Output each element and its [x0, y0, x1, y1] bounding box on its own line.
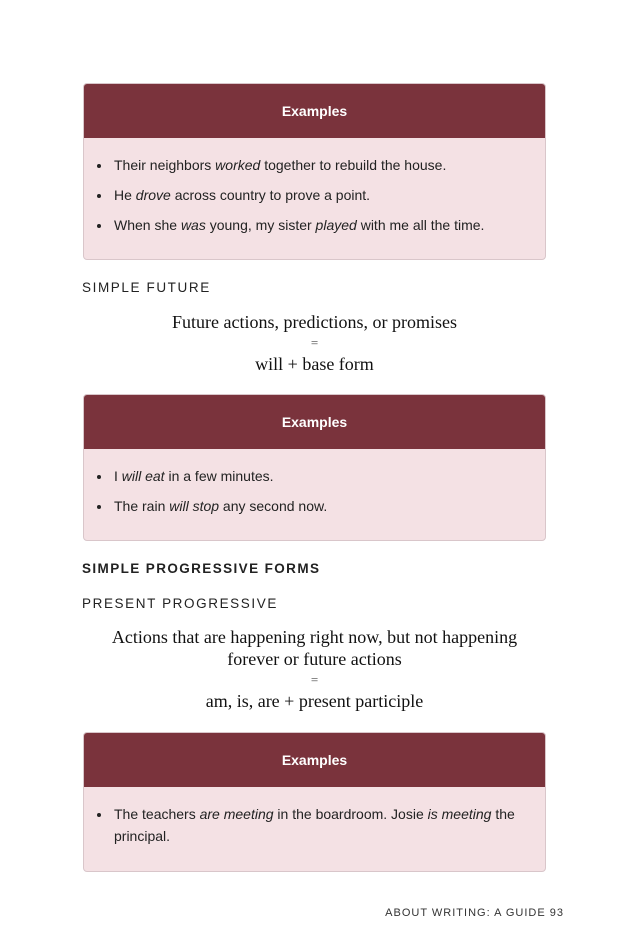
list-item: [112, 214, 525, 236]
examples-box-progressive: [83, 732, 546, 872]
simple-progressive-heading: SIMPLE PROGRESSIVE FORMS: [82, 561, 321, 576]
sentence-text: The teachers: [114, 806, 200, 822]
present-progressive-formula: [83, 626, 546, 712]
page-footer: ABOUT WRITING: A GUIDE 93: [385, 907, 564, 919]
italic-verb: was: [180, 217, 206, 233]
present-progressive-definition-1: Actions that are happening right now, but not happening: [111, 627, 518, 647]
sentence-text: I: [114, 468, 122, 484]
examples-box-past: [83, 83, 546, 260]
sentence-text: any second now.: [219, 498, 328, 514]
examples-box-title: Examples: [84, 733, 545, 787]
equals-sign: =: [310, 672, 319, 687]
sentence-text: across country to prove a point.: [170, 187, 371, 203]
simple-future-definition: Future actions, predictions, or promises: [172, 312, 457, 332]
examples-list: [84, 138, 545, 236]
examples-list: [84, 449, 545, 517]
present-progressive-structure: am, is, are + present participle: [205, 691, 424, 711]
italic-verb: will stop: [169, 498, 220, 514]
list-item: [112, 184, 525, 206]
sentence-text: He: [114, 187, 136, 203]
sentence-text: the principal.: [114, 806, 519, 844]
sentence-text: When she: [114, 217, 181, 233]
present-progressive-definition-2: forever or future actions: [227, 649, 402, 669]
equals-sign: =: [310, 335, 319, 350]
list-item: [112, 803, 525, 847]
italic-verb: will eat: [121, 468, 165, 484]
list-item: [112, 465, 525, 487]
present-progressive-heading: PRESENT PROGRESSIVE: [82, 596, 278, 611]
italic-verb: drove: [135, 187, 171, 203]
italic-verb: is meeting: [427, 806, 492, 822]
list-item: [112, 495, 525, 517]
simple-future-structure: will + base form: [255, 354, 374, 374]
sentence-text: in the boardroom. Josie: [273, 806, 428, 822]
sentence-text: The rain: [114, 498, 170, 514]
examples-box-future: [83, 394, 546, 541]
italic-verb: are meeting: [199, 806, 274, 822]
examples-list: [84, 787, 545, 847]
italic-verb: played: [315, 217, 357, 233]
simple-future-heading: SIMPLE FUTURE: [82, 280, 211, 295]
sentence-text: with me all the time.: [356, 217, 485, 233]
sentence-text: together to rebuild the house.: [260, 157, 447, 173]
sentence-text: young, my sister: [205, 217, 316, 233]
sentence-text: in a few minutes.: [164, 468, 274, 484]
list-item: [112, 154, 525, 176]
italic-verb: worked: [215, 157, 261, 173]
examples-box-title: Examples: [84, 84, 545, 138]
sentence-text: Their neighbors: [114, 157, 216, 173]
examples-box-title: Examples: [84, 395, 545, 449]
simple-future-formula: [83, 311, 546, 375]
